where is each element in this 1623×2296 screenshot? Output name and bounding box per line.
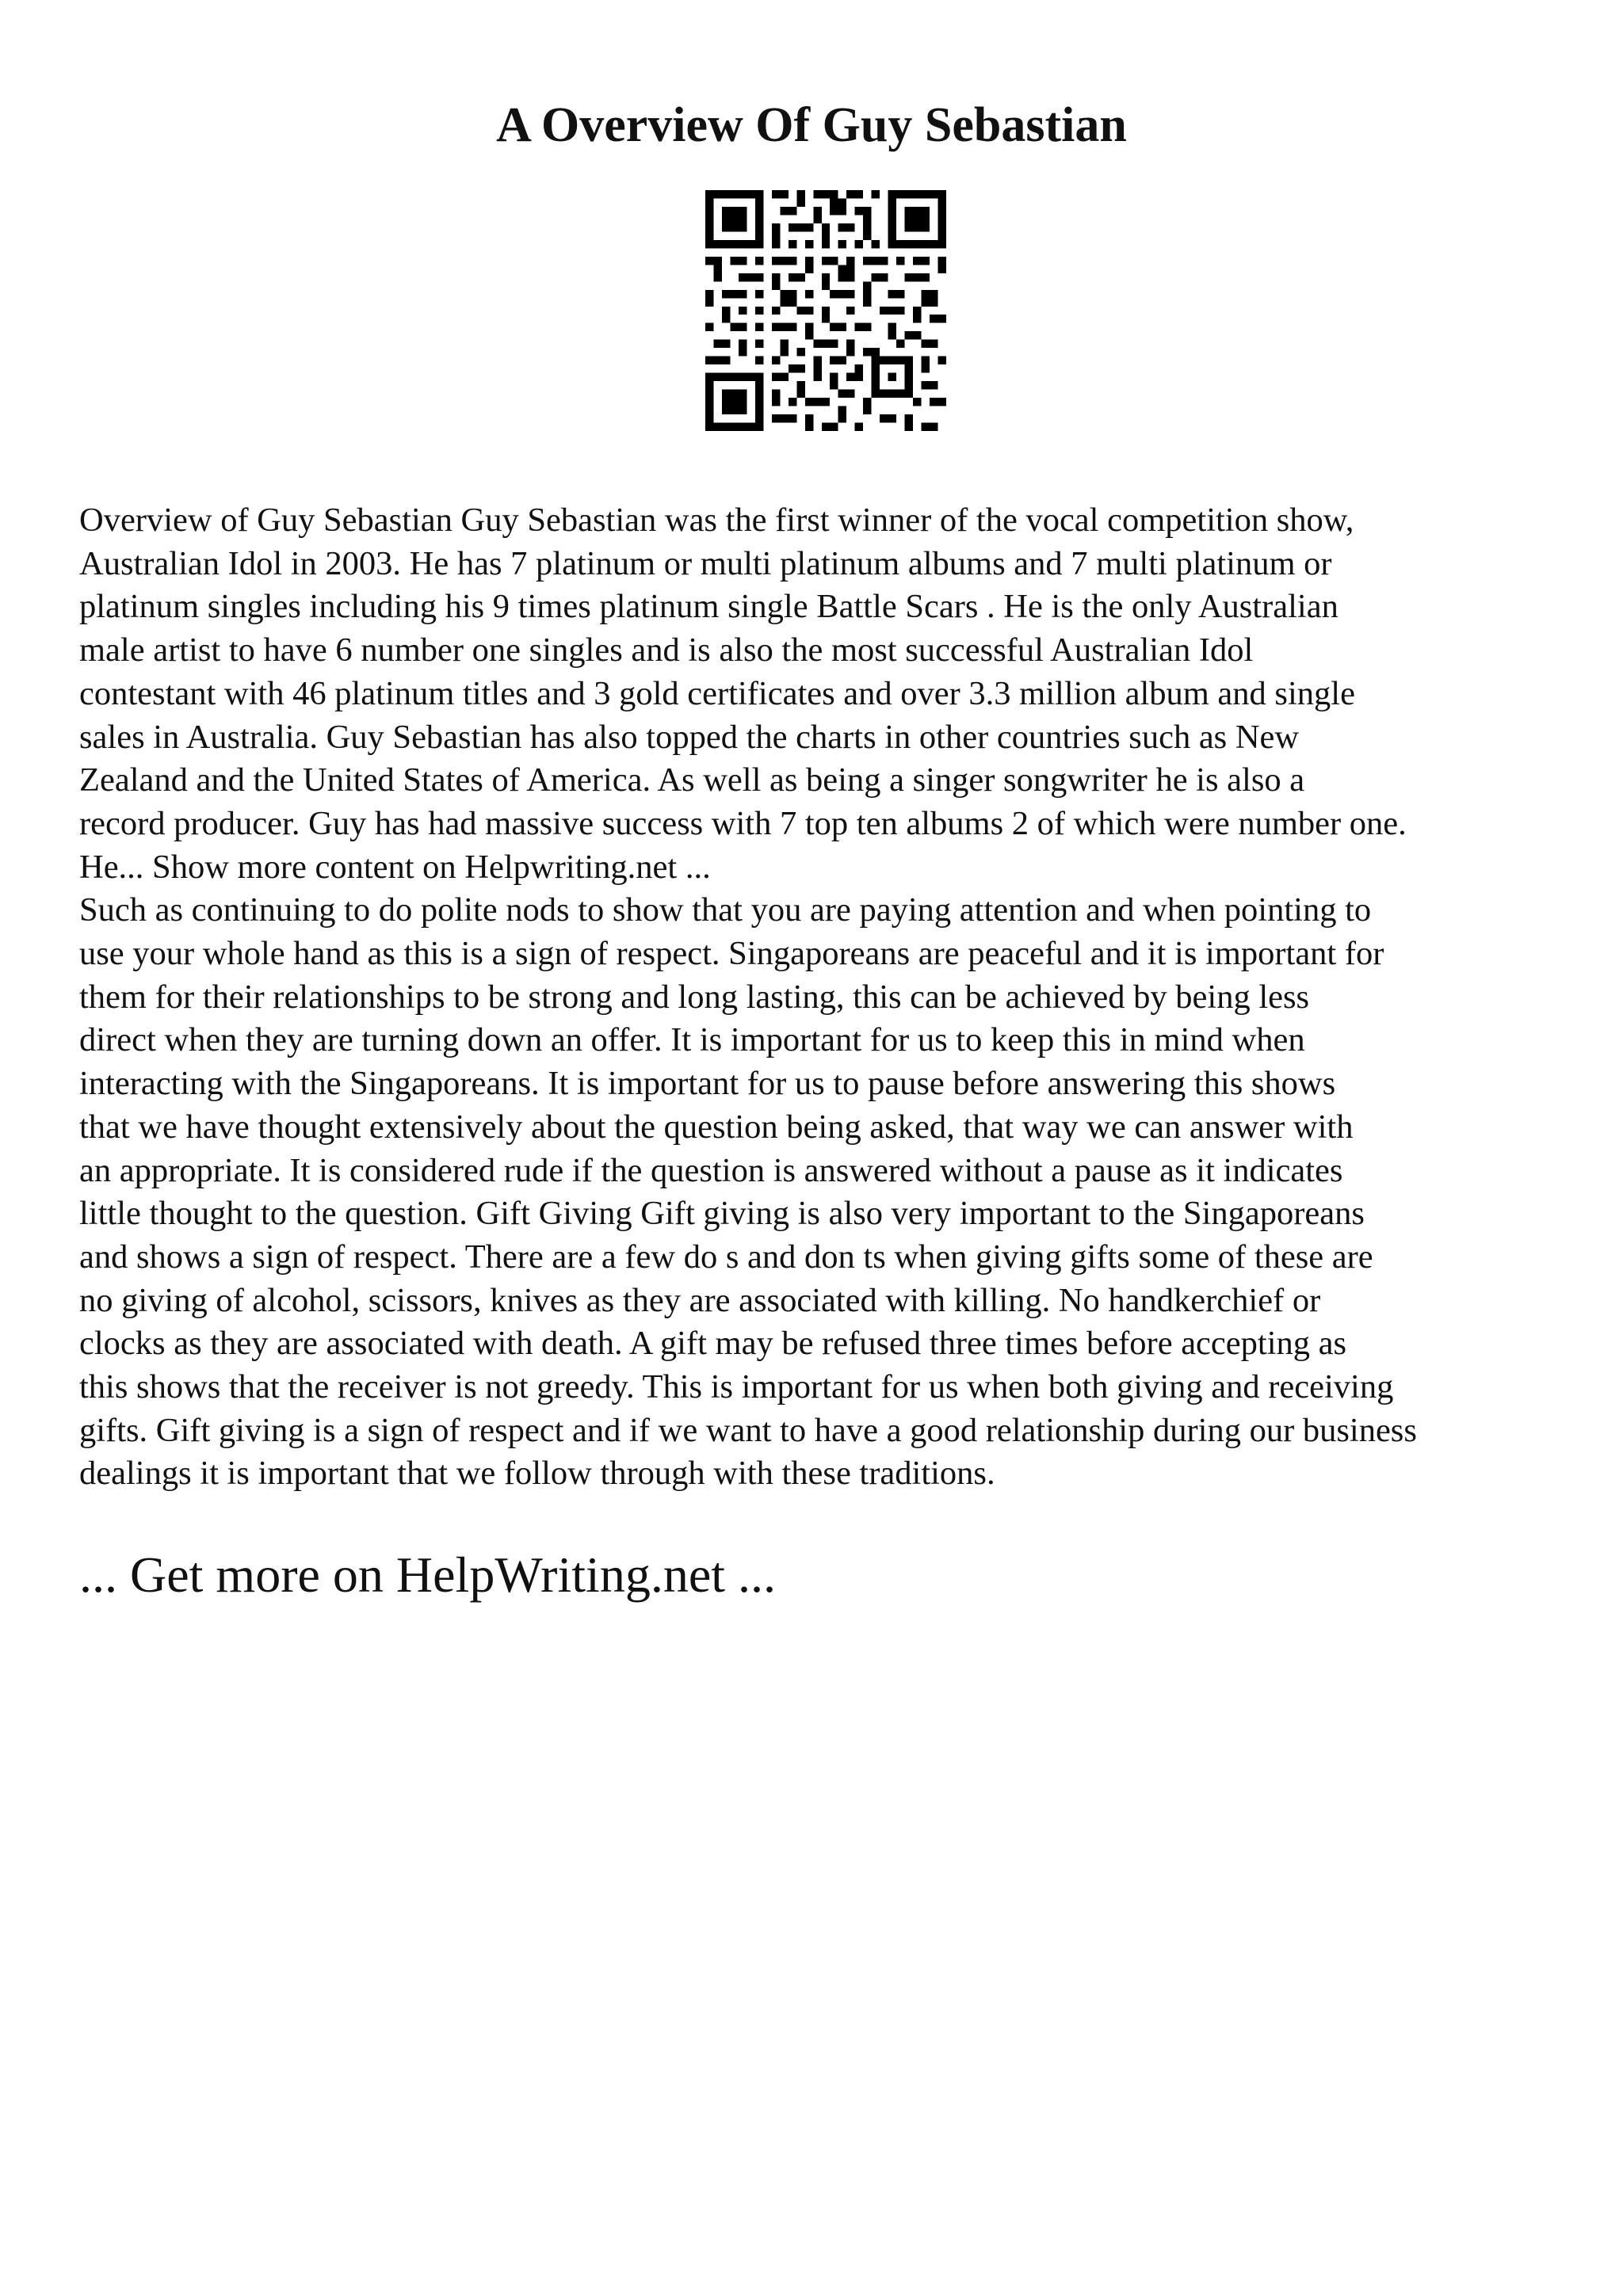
body-line: contestant with 46 platinum titles and 3 gold certificates and over 3.3 million album and single — [79, 674, 1355, 712]
qr-code-icon[interactable] — [705, 190, 946, 431]
body-line: sales in Australia. Guy Sebastian has also topped the charts in other countries such as New — [79, 718, 1300, 756]
body-line: this shows that the receiver is not greedy. This is important for us when both giving and receiving — [79, 1368, 1394, 1406]
body-line: interacting with the Singaporeans. It is important for us to pause before answering this shows — [79, 1065, 1336, 1103]
body-line: male artist to have 6 number one singles and is also the most successful Australian Idol — [79, 631, 1254, 669]
body-line: and shows a sign of respect. There are a few do s and don ts when giving gifts some of these are — [79, 1238, 1373, 1276]
body-line: Australian Idol in 2003. He has 7 platinum or multi platinum albums and 7 multi platinum or — [79, 544, 1332, 582]
show-more-line[interactable]: He... Show more content on Helpwriting.net ... — [79, 848, 711, 886]
body-line: an appropriate. It is considered rude if the question is answered without a pause as it indicates — [79, 1151, 1343, 1189]
body-line: Overview of Guy Sebastian Guy Sebastian was the first winner of the vocal competition show, — [79, 502, 1354, 539]
body-line: record producer. Guy has had massive success with 7 top ten albums 2 of which were number one. — [79, 804, 1407, 842]
body-line: platinum singles including his 9 times platinum single Battle Scars . He is the only Australian — [79, 588, 1338, 626]
body-line: gifts. Gift giving is a sign of respect and if we want to have a good relationship during our business — [79, 1411, 1417, 1449]
body-line: little thought to the question. Gift Giving Gift giving is also very important to the Singaporeans — [79, 1195, 1365, 1233]
body-line: Zealand and the United States of America. As well as being a singer songwriter he is also a — [79, 761, 1305, 799]
body-line: clocks as they are associated with death. A gift may be refused three times before accepting as — [79, 1325, 1347, 1363]
document-body — [79, 499, 1569, 1496]
body-line: use your whole hand as this is a sign of respect. Singaporeans are peaceful and it is important for — [79, 935, 1384, 973]
body-line: direct when they are turning down an offer. It is important for us to keep this in mind when — [79, 1021, 1305, 1059]
body-line: them for their relationships to be strong and long lasting, this can be achieved by being less — [79, 978, 1310, 1016]
body-line: that we have thought extensively about the question being asked, that way we can answer with — [79, 1108, 1354, 1146]
page-title: A Overview Of Guy Sebastian — [496, 98, 1127, 152]
body-line: Such as continuing to do polite nods to show that you are paying attention and when pointing to — [79, 891, 1372, 929]
body-line: dealings it is important that we follow through with these traditions. — [79, 1455, 995, 1493]
get-more-link[interactable]: ... Get more on HelpWriting.net ... — [79, 1547, 776, 1603]
body-line: no giving of alcohol, scissors, knives as they are associated with killing. No handkerchief or — [79, 1281, 1321, 1319]
